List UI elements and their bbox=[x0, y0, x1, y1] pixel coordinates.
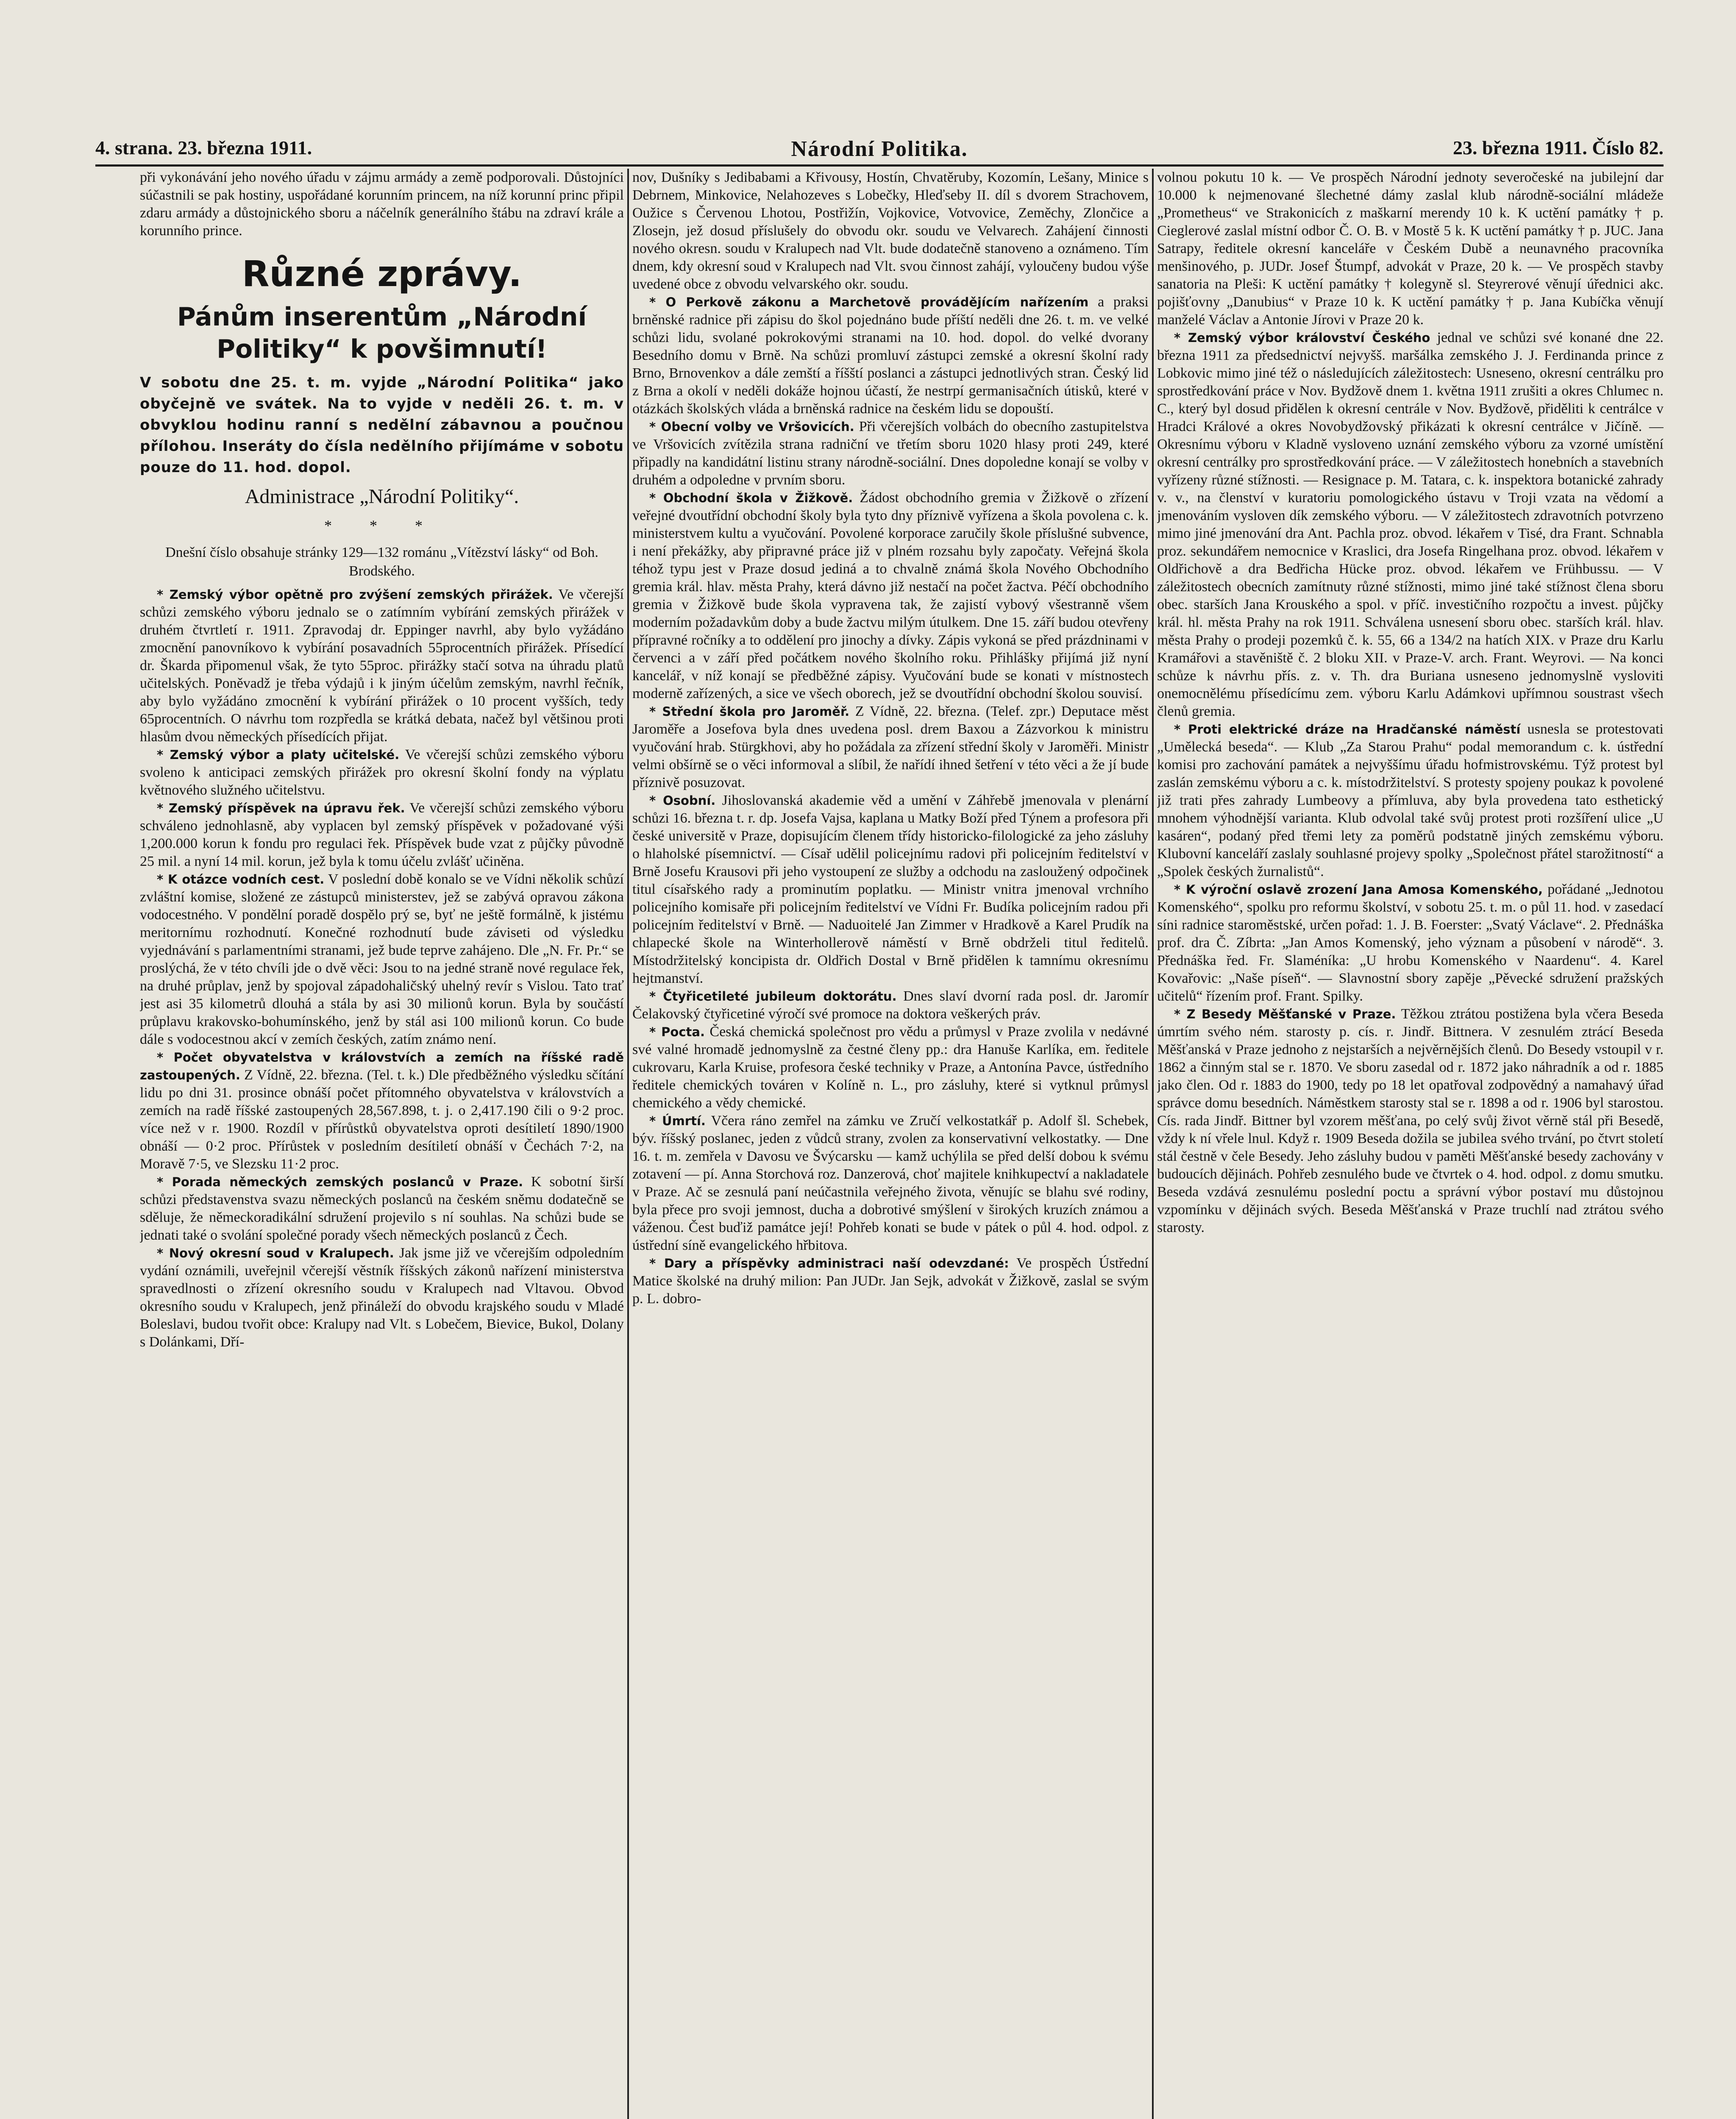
news-item bbox=[632, 293, 1149, 418]
news-item bbox=[140, 870, 624, 1048]
news-rubric: * Obchodní škola v Žižkově. bbox=[649, 491, 853, 505]
news-rubric: * Zemský výbor království Českého bbox=[1174, 331, 1430, 345]
news-rubric: * Dary a příspěvky administraci naší odevzdané: bbox=[649, 1256, 1009, 1271]
news-rubric: * Proti elektrické dráze na Hradčanské náměstí bbox=[1174, 722, 1521, 737]
news-rubric: * Střední škola pro Jaroměř. bbox=[649, 704, 850, 719]
news-text: Ve včerejší schůzi zemského výboru schváleno jednohlasně, aby vyplacen byl zemský příspěvek v požadované výši 1,200.000 korun k fondu pro regulaci řek. Příspěvek bude vzat z půjčky původně 25 mil. a nyní 14 mil. korun, jež byla k tomu účelu zvlášť učiněna. bbox=[140, 800, 624, 869]
news-rubric: * Porada německých zemských poslanců v Praze. bbox=[157, 1175, 523, 1189]
news-text: a praksi brněnské radnice při zápisu do škol pojednáno bude příští neděli dne 26. t. m. ve velké schůzi lidu, svolané pokrokovými stranami na 10. hod. dopol. do velké dvorany Besedního domu v Brně. Na schůzi promluví zástupci zemské a okresní školní rady Brno, Brnovenkov a dále zemští a říšští poslanci a zástupci jednotlivých stran. Český lid z Brna a okolí v neděli dokáže hojnou účastí, že nestrpí germanisačních útisků, které v otázkách školských vláda a brněnská radnice na českém lidu se dopouští. bbox=[632, 294, 1149, 417]
news-rubric: * Zemský výbor opětně pro zvýšení zemských přirážek. bbox=[157, 587, 553, 602]
news-rubric: * Úmrtí. bbox=[649, 1114, 706, 1128]
news-text: jednal ve schůzi své konané dne 22. března 1911 za předsednictví nejvyšš. maršálka zemského J. J. Ferdinanda prince z Lobkovic mimo jiné též o následujících záležitostech: Usneseno, okresní centrálku pro sprostředkování práce v Nov. Bydžově dnem 1. května 1911 zrušiti a okres Chlumec n. C., který byl dosud přidělen k okresní centrále v Nov. Bydžově, přiděliti k centrálce v Hradci Králové a okres Novobydžovský přikázati k okresní centrálce v Jičíně. — Okresnímu výboru v Kladně vysloveno uznání zemského výboru za vzorné umístění okresní centrálky pro sprostředkování práce. — V záležitostech honebních a stavebních vyřízeny různé stížnosti. — Resignace p. M. Tatara, c. k. inspektora botanické zahrady v. v., na členství v kuratoriu pomologického ústavu v Troji vzata na vědomí a jmenováním vysloven dík zemského výboru. — V záležitostech zdravotních potvrzeno mimo jiné jmenování dra Ant. Pachla proz. obvod. lékařem v Tisé, dra Frant. Schnabla proz. sekundářem nemocnice v Kraslici, dra Josefa Ringelhana proz. obvod. lékařem v Oldřichově a dra Bedřicha Hücke proz. obvod. lékařem ve Frühbussu. — V záležitostech obecních zamítnuty různé stížnosti, mimo jiné také stížnost člena sboru obec. starších Jana Krouského a spol. v příč. investičního rozpočtu a invest. půjčky král. hl. města Prahy na rok 1911. Schválena usnesení sboru obec. starších král. hlav. města Prahy o prodeji pozemků č. k. 55, 66 a 134/2 na hatích XIX. v Praze dru Karlu Kramářovi a stavěniště č. 2 bloku XII. v Praze-V. arch. Frant. Weyrovi. — Na konci schůze k návrhu přís. z. v. Th. dra Buriana usneseno jednomyslně vysloviti onemocnělému přísedícímu zem. výboru Karlu Adámkovi upřímnou soustrast všech členů gremia. bbox=[1157, 330, 1664, 719]
news-item bbox=[632, 792, 1149, 987]
news-rubric: * Čtyřicetileté jubileum doktorátu. bbox=[649, 989, 897, 1004]
news-item bbox=[140, 746, 624, 799]
news-rubric: * Pocta. bbox=[649, 1025, 705, 1039]
news-item bbox=[1157, 1005, 1664, 1237]
section-title: Různé zprávy. bbox=[242, 253, 522, 295]
news-text: Česká chemická společnost pro vědu a průmysl v Praze zvolila v nedávné své valné hromadě jednomyslně za čestné členy pp.: dra Hanuše Karlíka, em. ředitele cukrovaru, Karla Kruise, profesora české techniky v Praze, a Antonína Pavce, ústředního ředitele chemických továren v Kolíně n. L., pro zásluhy, které si vytknul průmysl chemického a vědy chemické. bbox=[632, 1024, 1149, 1111]
notice-heading: Pánům inserentům „Národní Politiky“ k povšimnutí! bbox=[177, 302, 587, 364]
news-rubric: * Nový okresní soud v Kralupech. bbox=[157, 1246, 394, 1260]
news-item bbox=[140, 1048, 624, 1173]
header-right: 23. března 1911. Číslo 82. bbox=[1452, 137, 1664, 159]
separator-stars: * * * bbox=[324, 517, 440, 534]
news-text: Dnes slaví dvorní rada posl. dr. Jaromír Čelakovský čtyřicetiné výročí své promoce na doktora veškerých práv. bbox=[632, 988, 1149, 1022]
news-item bbox=[1157, 329, 1664, 720]
administration-signature: Administrace „Národní Politiky“. bbox=[245, 485, 519, 508]
column-1 bbox=[140, 169, 624, 2119]
news-item bbox=[1157, 881, 1664, 1005]
news-rubric: * Obecní volby ve Vršovicích. bbox=[649, 420, 854, 434]
news-text: usnesla se protestovati „Umělecká beseda“. — Klub „Za Starou Prahu“ podal memorandum c. k. ústřední komisi pro zachování památek a nejvyššímu úřadu hofmistrovskému. Týž protest byl zaslán zemskému výboru a c. k. místodržitelství. S protesty spojeny poukaz k povolené již trati přes zahrady Lumbeovy a přímluva, aby byla provedena tato esthetický mnohem výhodnější varianta. Klub odvolal také svůj protest proti rozšíření ulice „U kasáren“, podaný před třemi lety za poměrů podstatně jiných zemskému výboru. Klubovní kanceláří zaslaly souhlasné projevy spolky „Společnost přátel starožitností“ a „Spolek českých žurnalistů“. bbox=[1157, 721, 1664, 879]
news-text: Ve včerejší schůzi zemského výboru jednalo se o zatímním vybírání zemských přirážek v druhém čtvrtletí r. 1911. Zpravodaj dr. Eppinger navrhl, aby bylo vyžádáno zmocnění panovníkovo k vybírání posavadních 55procentních přirážek. Přísedící dr. Škarda připomenul však, že tyto 55proc. přirážky stačí sotva na úhradu platů učitelských. Poněvadž je třeba výdajů i k jiným účelům zemským, navrhl řečník, aby bylo vyžádáno zmocnění k vybírání přirážek o 10 procent vyšších, tedy 65procentních. O návrhu tom rozpředla se krátká debata, načež byl většinou proti hlasům dvou německých přísedících přijat. bbox=[140, 587, 624, 745]
intro-paragraph: při vykonávání jeho nového úřadu v zájmu armády a země podporovali. Důstojníci súčastnili se pak hostiny, uspořádané korunním princem, na níž korunní princ připil zdaru armády a důstojnického sboru a náčelník generálního štábu na zdraví krále a korunního prince. bbox=[140, 170, 624, 239]
header-rule bbox=[95, 164, 1664, 167]
news-text: V poslední době konalo se ve Vídni několik schůzí zvláštní komise, složené ze zástupců ministerstev, jež se zabývá opravou zákona vodocestného. V pondělní poradě dospělo prý se, byť ne ještě formálně, k jistému meritornímu rozhodnutí. Konečné rozhodnutí bude záviseti od výsledku vyjednávání s parlamentními stranami, jež bude teprve zahájeno. Dle „N. Fr. Pr.“ se proslýchá, že v této chvíli jde o dvě věci: Jsou to na jedné straně nové regulace řek, na druhé průplav, jenž by spojoval západohaličský uhelný revír s Vislou. Tato trať jest asi 35 kilometrů dlouhá a stála by asi 30 milionů korun. Byla by součástí průplavu krakovsko-bohumínského, jenž by stál asi 100 milionů korun. Co bude dále s vodocestnou akcí v zemích českých, zatím známo není. bbox=[140, 871, 624, 1047]
news-text: pořádané „Jednotou Komenského“, spolku pro reformu školství, v sobotu 25. t. m. o půl 11. hod. v zasedací síni radnice staroměstské, určen pořad: 1. J. B. Foerster: „Svatý Václave“. 2. Přednáška prof. dra Č. Zíbrta: „Jan Amos Komenský, jeho význam a působení v národě“. 3. Přednáška řed. Fr. Slaméníka: „U hrobu Komenského v Naardenu“. 4. Karel Kovařovic: „Naše píseň“. — Slavnostní sbory zapěje „Pěvecké sdružení pražských učitelů“ řízením prof. Frant. Spilky. bbox=[1157, 882, 1664, 1004]
news-item bbox=[632, 987, 1149, 1023]
news-item bbox=[632, 1023, 1149, 1112]
column-divider bbox=[627, 169, 629, 2119]
news-rubric: * K otázce vodních cest. bbox=[157, 872, 325, 887]
news-item bbox=[632, 703, 1149, 792]
news-text: Z Vídně, 22. března. (Telef. zpr.) Deputace měst Jaroměře a Josefova byla dnes uvedena posl. drem Baxou a Zázvorkou k ministru vyučování hrab. Stürgkhovi, aby ho požádala za zřízení střední školy v Jaroměři. Ministr velmi obšírně se o věci informoval a slíbil, že nařídí ihned šetření v této věci a že jí bude příznivě posuzovat. bbox=[632, 704, 1149, 790]
novel-notice: Dnešní číslo obsahuje stránky 129—132 románu „Vítězství lásky“ od Boh. Brodského. bbox=[165, 545, 598, 579]
news-rubric: * Počet obyvatelstva v královstvích a zemích na říšské radě zastoupených. bbox=[140, 1050, 624, 1082]
news-text: Ve včerejší schůzi zemského výboru svoleno k anticipaci zemských přirážek pro okresní školní fondy na výplatu květnového služného učitelstvu. bbox=[140, 747, 624, 798]
news-rubric: * Z Besedy Měšťanské v Praze. bbox=[1174, 1007, 1396, 1021]
news-text: Jak jsme již ve včerejším odpoledním vydání oznámili, uveřejnil včerejší věstník říšských zákonů nařízení ministerstva spravedlnosti o zřízení okresního soudu v Kralupech nad Vltavou. Obvod okresního soudu v Kralupech, jenž přináleží do obvodu krajského soudu v Mladé Boleslavi, budou tvořit obce: Kralupy nad Vlt. s Lobečem, Bievice, Bukol, Dolany s Dolánkami, Dří- bbox=[140, 1245, 624, 1350]
news-text: Žádost obchodního gremia v Žižkově o zřízení veřejné dvoutřídní obchodní školy byla tyto dny příznivě vyřízena a škola povolena c. k. ministerstvem kultu a vyučování. Povolené korporace zaručily škole příslušné subvence, i není překážky, aby připravné práce již v plném rozsahu byly započaty. Veřejná škola téhož typu jest v Praze dosud jediná a to chvalně známá škola Nového Obchodního gremia král. hlav. města Prahy, která dávno již nestačí na počet žactva. Péčí obchodního gremia v Žižkově bude škola vypravena tak, že zajistí vybový všestranně všem moderním požadavkům doby a bude žactvu milým útulkem. Dne 15. září budou otevřeny přípravné ročníky a to oddělení pro jinochy a dívky. Zápis vykoná se před prázdninami v červenci a v září před počátkem nového školního roku. Přihlášky přijímá již nyní kancelář, v níž konají se předběžné zápisy. Vyučování bude se konati v místnostech moderně zařízených, a sice ve všech oborech, jež se dvoutřídní obchodní školou souvisí. bbox=[632, 490, 1149, 701]
continuation-paragraph: volnou pokutu 10 k. — Ve prospěch Národní jednoty severočeské na jubilejní dar 10.000 k nejmenované šlechetné dámy zaslal klub národně-sociální mládeže „Prometheus“ ve Strakonicích z maškarní merendy 10 k. K uctění památky † p. Cieglerové zaslal místní odbor Č. O. B. v Mostě 5 k. K uctění památky † p. JUC. Jana Satrapy, ředitele okresní kanceláře v Českém Dubě a neunavného pracovníka menšinového, p. JUDr. Josef Štumpf, advokát v Praze, 20 k. — Ve prospěch stavby sanatoria na Pleši: K uctění památky † kolegyně sl. Steyrerové věnují úřednici akc. pojišťovny „Danubius“ v Praze 10 k. K uctění památky † p. Jana Kubíčka věnují manželé Václav a Antonie Jírovi v Praze 20 k. bbox=[1157, 170, 1664, 328]
news-text: Z Vídně, 22. března. (Tel. t. k.) Dle předběžného výsledku sčítání lidu po dni 31. prosince obnáší počet přítomného obyvatelstva v královstvích a zemích na radě říšské zastoupených 28,567.898, t. j. o 2,417.190 čili o 9·2 proc. více než v r. 1900. Rozdíl v přírůstků obyvatelstva oproti desítiletí 1890/1900 obnáší — 0·2 proc. Přírůstek v posledním desítiletí obnáší v Čechách 7·2, na Moravě 7·5, ve Slezsku 11·2 proc. bbox=[140, 1067, 624, 1172]
continuation-paragraph: nov, Dušníky s Jedibabami a Křivousy, Hostín, Chvatěruby, Kozomín, Lešany, Minice s Debrnem, Minkovice, Nelahozeves s Lobečky, Hleďseby II. díl s dvorem Strachovem, Oužice s Červenou Lhotou, Postřižín, Vojkovice, Votvovice, Zeměchy, Zlončice a Zlosejn, jež dosud příslušely do obvodu okr. soudu ve Velvarech. Zahájení činnosti nového okresn. soudu v Kralupech nad Vlt. bude dodatečně stanoveno a oznámeno. Tím dnem, kdy okresní soud v Kralupech nad Vlt. svou činnost zahájí, vyloučeny budou výše uvedené obce z obvodu velvarského okr. soudu. bbox=[632, 170, 1149, 292]
column-divider bbox=[1152, 169, 1154, 2119]
news-text: Při včerejších volbách do obecního zastupitelstva ve Vršovicích zvítězila strana radniční ve třetím sboru 1020 hlasy proti 249, které připadly na kandidátní listinu strany národně-sociální. Dnes dopoledne konají se volby v druhém a odpoledne v prvním sboru. bbox=[632, 419, 1149, 488]
news-rubric: * Zemský výbor a platy učitelské. bbox=[157, 748, 400, 762]
column-3 bbox=[1157, 169, 1664, 2119]
masthead: Národní Politika. bbox=[791, 137, 968, 161]
news-text: Ve prospěch Ústřední Matice školské na druhý milion: Pan JUDr. Jan Sejk, advokát v Žižkově, zaslal se svým p. L. dobro- bbox=[632, 1255, 1149, 1307]
notice-body: V sobotu dne 25. t. m. vyjde „Národní Politika“ jako obyčejně ve svátek. Na to vyjde v neděli 26. t. m. v obvyklou hodinu ranní s nedělní zábavnou a poučnou přílohou. Inseráty do čísla nedělního přijímáme v sobotu pouze do 11. hod. dopol. bbox=[140, 374, 624, 476]
news-rubric: * Osobní. bbox=[649, 793, 716, 808]
news-item bbox=[632, 1254, 1149, 1308]
news-text: Jihoslovanská akademie věd a umění v Záhřebě jmenovala v plenární schůzi 16. března t. r. dp. Josefa Vajsa, kaplana u Matky Boží před Týnem a profesora při české universitě v Praze, dopisujícím členem třídy historicko-filologické za jeho zásluhy o hlaholské písemnictví. — Císař udělil policejnímu radovi při policejním ředitelství v Brně Josefu Krausovi při jeho vystoupení ze služby a odchodu na zasloužený odpočinek titul císařského rady a prominutím poplatku. — Ministr vnitra jmenoval vrchního policejního komisaře při policejním ředitelství ve Vídni Fr. Budíka policejním radou při policejním ředitelství v Brně. — Naduoitelé Jan Zimmer v Hradkově a Karel Prudík na chlapecké škole na Winterhollerově náměstí v Brně obdrželi titul ředitelů. Místodržitelský koncipista dr. Oldřich Dostal v Brně přidělen k tamnímu okresnímu hejtmanství. bbox=[632, 793, 1149, 986]
news-item bbox=[632, 1112, 1149, 1254]
news-item bbox=[632, 418, 1149, 489]
page-header bbox=[95, 136, 1664, 161]
news-item bbox=[632, 489, 1149, 703]
news-item bbox=[140, 799, 624, 870]
news-text: Těžkou ztrátou postižena byla včera Beseda úmrtím svého ném. starosty p. cís. r. Jindř. Bittnera. V zesnulém ztrácí Beseda Měšťanská v Praze jednoho z nejstarších a nejvěrnějších členů. Do Besedy vstoupil v r. 1862 a činným stal se r. 1870. Ve sboru zasedal od r. 1872 jako náhradník a od r. 1885 jako člen. Od r. 1883 do 1900, tedy po 18 let opatřoval zodpovědný a namahavý úřad správce domu besedních. Náměstkem starosty stal se r. 1898 a od r. 1906 byl starostou. Cís. rada Jindř. Bittner byl vzorem měšťana, po celý svůj život věrně stál při Besedě, vždy k ní vřele lnul. Když r. 1909 Beseda dožila se jubilea svého trvání, po čtvrt století stál čestně v čele Besedy. Jeho zásluhy budou v paměti Měšťanské besedy zachovány v budoucích dějinách. Pohřeb zesnulého bude ve čtvrtek o 4. hod. odpol. z domu smutku. Beseda vzdává zesnulému poslední poctu a správní výbor postaví mu důstojnou vzpomínku v dějinách svých. Beseda Měšťanská v Praze truchlí nad ztrátou svého starosty. bbox=[1157, 1006, 1664, 1235]
news-text: Včera ráno zemřel na zámku ve Zručí velkostatkář p. Adolf šl. Schebek, býv. říšský poslanec, jeden z vůdců strany, zvolen za konservativní velkostatky. — Dne 16. t. m. zemřela v Davosu ve Švýcarsku — kamž uchýlila se před delší dobou k svému zotavení — pí. Anna Storchová roz. Danzerová, choť majitele knihkupectví a nakladatele v Praze. Ač se zesnulá paní neúčastnila veřejného života, věnujíc se blahu své rodiny, byla přece pro svoji jemnost, ducha a dobrotivé smýšlení v širokých kruzích známou a váženou. Čest buďiž památce její! Pohřeb konati se bude v pátek o půl 4. hod. odpol. z ústřední síně evangelického hřbitova. bbox=[632, 1113, 1149, 1253]
news-rubric: * K výroční oslavě zrození Jana Amosa Komenského, bbox=[1174, 882, 1543, 897]
news-item bbox=[1157, 720, 1664, 881]
column-2 bbox=[632, 169, 1149, 2119]
news-rubric: * Zemský příspěvek na úpravu řek. bbox=[157, 801, 405, 815]
news-text: K sobotní širší schůzi představenstva svazu německých poslanců na českém sněmu dodatečně se sděluje, že německoradikální sdružení projevilo s ní souhlas. Na schůzi bude se jednati také o svolání společné porady všech německých poslanců z Čech. bbox=[140, 1174, 624, 1243]
news-item bbox=[140, 586, 624, 746]
news-item bbox=[140, 1173, 624, 1244]
news-rubric: * O Perkově zákonu a Marchetově provádějícím nařízením bbox=[649, 295, 1089, 309]
news-item bbox=[140, 1244, 624, 1351]
header-left: 4. strana. 23. března 1911. bbox=[95, 137, 312, 159]
